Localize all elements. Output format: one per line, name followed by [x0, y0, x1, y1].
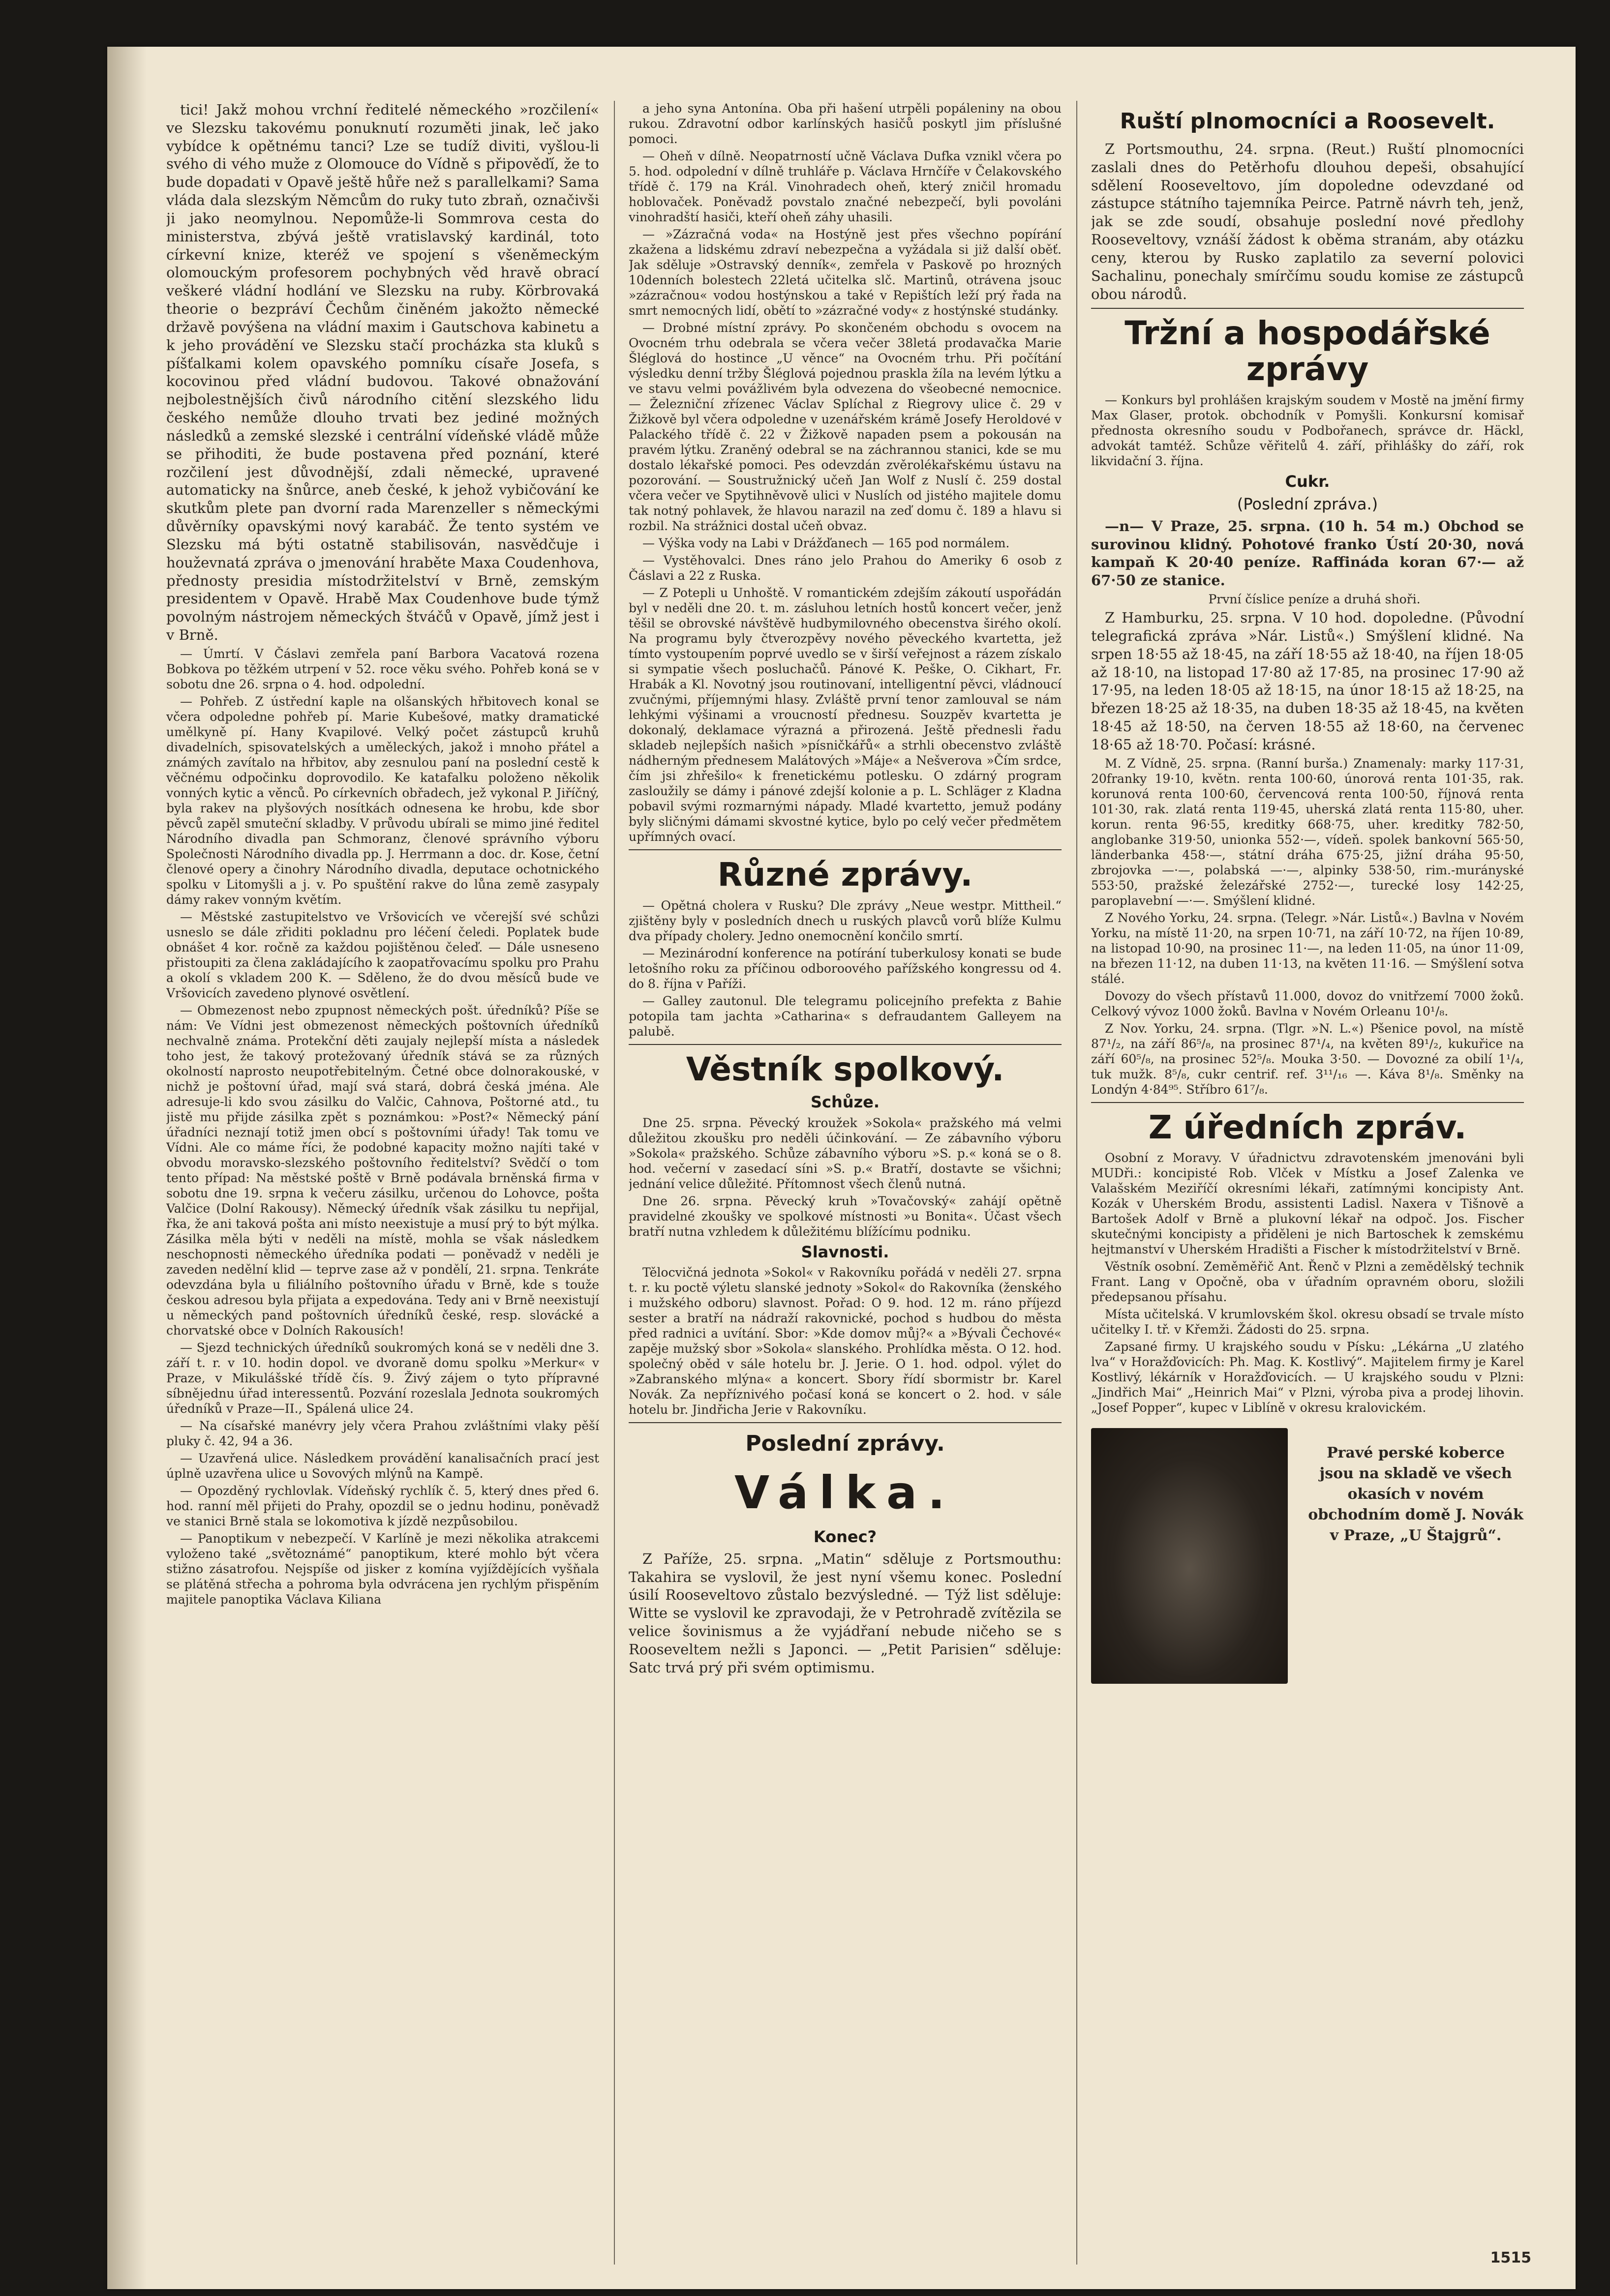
page-number: 1515: [1490, 2249, 1531, 2266]
section-heading-trzni: Tržní a hospodářské zprávy: [1124, 314, 1490, 388]
news-item: Dne 25. srpna. Pěvecký kroužek »Sokola« pražského má velmi důležitou zkoušku pro neděli účinkování. — Ze zábavního výboru »Sokola« pražského. Schůze zábavního výboru »S. p.« koná se o 8. hod. večerní v zasedací síni »S. p.« Bratří, dostavte se všichni; jednání velice důležité. Přítomnost všech členů nutná.: [629, 1115, 1062, 1191]
section-divider: [629, 1422, 1062, 1423]
subheading-cukr: Cukr.: [1285, 472, 1330, 491]
newspaper-page: [107, 47, 1576, 2289]
news-item-panoptikum: — Panoptikum v nebezpečí. V Karlíně je mezi několika atrakcemi vyloženo také „světoznámé“ panoptikum, které mohlo být včera stižno zásatrofou. Nejspíše od jisker z komína vyjíždějících vyšňala se plátěná střecha a pohroma byla odvrácena jen rychlým přispěním majitele panoptika Václava Kiliana: [166, 1531, 599, 1607]
section-heading-ruzne: Různé zprávy.: [717, 856, 973, 894]
news-item: — Oheň v dílně. Neopatrností učně Václava Dufka vznikl včera po 5. hod. odpolední v dílně truhláře p. Václava Hrnčíře v Čelakovského třídě č. 179 na Král. Vinohradech oheň, který zničil hromadu hoblovaček. Poněvadž povstalo značné nebezpečí, byli povoláni vinohradští hasiči, kteří oheň záhy uhasili.: [629, 149, 1062, 224]
column-rule: [614, 101, 615, 2265]
news-item: Osobní z Moravy. V úřadnictvu zdravotenském jmenováni byli MUDři.: koncipisté Rob. Vlček v Místku a Josef Zalenka ve Valašském Meziříčí okresními lékaři, zatímnými koncipisty Ant. Kozák v Uherském Brodu, assistenti Ladisl. Naxera v Tišnově a Bartošek Adolf v Brně a plukovní lékař na odpoč. Jos. Fischer skutečnými koncipisty a přiděleni je nich Bartoschek k zemskému hejtmanství v Uherském Hradišti a Fischer k místodržitelství v Brně.: [1091, 1151, 1524, 1257]
subheading-konec: Konec?: [813, 1527, 877, 1547]
heading-rusti: Ruští plnomocníci a Roosevelt.: [1120, 109, 1495, 134]
news-item-umrti: — Úmrtí. V Čáslavi zemřela paní Barbora Vacatová rozena Bobkova po těžkém utrpení v 52. roce věku svého. Pohřeb koná se v sobotu dne 26. srpna o 4. hod. odpolední.: [166, 646, 599, 691]
section-heading-posledni: Poslední zprávy.: [745, 1431, 945, 1457]
subheading-slavnosti: Slavnosti.: [801, 1242, 889, 1261]
news-item: — Konkurs byl prohlášen krajským soudem v Mostě na jmění firmy Max Glaser, protok. obchodník v Pomyšli. Konkursní komisař přednosta okresního soudu v Podbořanech, správce dr. Häckl, advokát tamtéž. Schůze věřitelů 4. září, přihlášky do září, rok likvidační 3. října.: [1091, 392, 1524, 468]
news-item: Tělocvičná jednota »Sokol« v Rakovníku pořádá v neděli 27. srpna t. r. ku poctě výletu slanské jednoty »Sokol« do Rakovníka (ženského i mužského odboru) slavnost. Pořad: O 9. hod. 12 m. ráno příjezd sester a bratří na nádraží rakovnické, pochod s hudbou do města před radnici a uvítání. Sbor: »Kde domov můj?« a »Bývali Čechové« zapěje mužský sbor »Sokola« slanského. Prohlídka města. O 12. hod. společný oběd v sále hotelu br. J. Jerie. O 1. hod. odpol. výlet do »Zabranského mlýna« a koncert. Sbory řídí sbormistr br. Karel Novák. Za nepříznivého počasí koná se koncert o 2. hod. v sále hotelu br. Jindřicha Jerie v Rakovníku.: [629, 1265, 1062, 1417]
market-note: První číslice peníze a druhá shoři.: [1208, 592, 1421, 607]
news-item: — Opětná cholera v Rusku? Dle zprávy „Neue westpr. Mittheil.“ zjištěny byly v posledních dnech u ruských plavců vorů blíže Kulmu dva případy cholery. Jedno onemocnění končilo smrtí.: [629, 898, 1062, 943]
heading-valka: Válka.: [734, 1466, 956, 1520]
advertisement: [1091, 1428, 1524, 1684]
market-report: —n— V Praze, 25. srpna. (10 h. 54 m.) Obchod se surovinou klidný. Pohotové franko Ústí 20·30, nová kampaň K 20·40 peníze. Raffináda koran 67·— až 67·50 ze stanice.: [1091, 517, 1524, 589]
news-item: a jeho syna Antonína. Oba při hašení utrpěli popáleniny na obou rukou. Zdravotní odbor karlínských hasičů poskytl jim příslušné pomoci.: [629, 101, 1062, 146]
section-divider: [629, 1044, 1062, 1045]
market-report: Z Nového Yorku, 24. srpna. (Telegr. »Nár. Listů«.) Bavlna v Novém Yorku, na místě 11·20, na srpen 10·71, na září 10·72, na říjen 10·89, na listopad 10·90, na prosinec 11·—, na leden 11·05, na únor 11·09, na březen 11·12, na duben 11·13, na květen 11·16. — Smýšlení sotva stálé.: [1091, 910, 1524, 986]
page-spine-shadow: [107, 47, 147, 2289]
news-item-sjezd: — Sjezd technických úředníků soukromých koná se v neděli dne 3. září t. r. v 10. hodin dopol. ve dvoraně domu spolku »Merkur« v Praze, v Mikulášské třídě čís. 9. Živý zájem o tyto přípravné síbnějednu úřad interessentů. Pozvání rozeslala Jednota soukromých úředníků v Praze—II., Spálená ulice 24.: [166, 1340, 599, 1416]
section-divider: [1091, 308, 1524, 309]
news-item-posta: — Obmezenost nebo zpupnost německých pošt. úředníků? Píše se nám: Ve Vídni jest obmezenost německých poštovních úředníků nechvalně známa. Protekční děti zaujaly nejlepší místa a následek toho jest, že takový protežovaný úředník stává se za různých okolností naprosto neupotřebitelným. Četné obce dolnorakouské, v nichž je poštovní úřad, mají svá stará, dobrá česká jména. Ale adresuje-li kdo svou zásilku do Valčic, Cahnova, Poštorné atd., tu jistě mu přijde zásilka zpět s poznámkou: »Post?« Německý pání úřadníci neznají totiž jmen obcí s poštovními úřady! Tak tomu ve Vídni. Ale co máme říci, že podobné kapacity možno najíti také v obvodu moravsko-slezského poštovního ředitelství? Svědčí o tom tento případ: Na městské poště v Brně podávala brněnská firma v sobotu dne 19. srpna k večeru zásilku, určenou do Lohovce, pošta Valčice (Dolní Rakousy). Německý úředník však zásilku tu nepřijal, řka, že ani taková pošta ani místo neexistuje a musí prý to být mýlka. Zásilka měla býti v neděli na místě, mohla se však následkem neschopnosti německého úředníka podati — poněvadž v neděli je zaveden nedělní klid — teprve zase až v pondělí, 21. srpna. Tenkráte odevzdána byla u filiálního poštovního úřadu v Brně, kde s touže českou adresou byla přijata a expedována. Tedy ani v Brně neexistují u německých pand poštovních úředníků české, resp. slovácké a chorvatské obce v Dolních Rakousích!: [166, 1003, 599, 1338]
news-item: — Z Potepli u Unhoště. V romantickém zdejším zákoutí uspořádán byl v neděli dne 20. t. m. zásluhou letních hostů koncert večer, jenž těšil se obrovské návštěvě hudbymilovného obecenstva širého okolí. Na programu byly čtverozpěvy nového pěveckého kvartetta, jež tímto vystoupením poprvé uvedlo se v širší veřejnost a rázem získalo si sympatie všech posluchačů. Pánové K. Peške, O. Cikhart, Fr. Hrabák a Kl. Novotný jsou routinovaní, intelligentní pěvci, vládnoucí zvučnými, příjemnými hlasy. Zvláště první tenor zamlouval se nám lehkými výšinami a vroucností přednesu. Souzpěv kvartetta je dokonalý, deklamace výrazná a přirozená. Ještě přednesli řadu skladeb nejlepších našich »písničkářů« a strhli obecenstvo zvláště nádherným přednesem Malátových »Máje« a Nešverova »Čím srdce, čím jsi zhřešilo« k frenetickému potlesku. O zdárný program zasloužily se dámy i pánové zdejší kolonie a p. L. Schläger z Kladna pobavil svými rozmarnými nápady. Mladé kvartetto, jemuž podány byly sličnými dámami skvostné kytice, bylo po celý večer předmětem upřímných ovací.: [629, 586, 1062, 844]
column-middle: [629, 101, 1062, 2265]
news-item: — Mezinárodní konference na potírání tuberkulosy konati se bude letošního roku za příčinou odboroového pařížského kongressu od 4. do 8. října v Paříži.: [629, 946, 1062, 991]
news-item: Dne 26. srpna. Pěvecký kruh »Tovačovský« zahájí opětně pravidelné zkoušky ve spolkové místnosti »u Bonita«. Účast všech bratří nutna vzhledem k důležitému blížícímu podniku.: [629, 1193, 1062, 1239]
news-item: Zapsané firmy. U krajského soudu v Písku: „Lékárna „U zlatého lva“ v Horažďovicích: Ph. Mag. K. Kostlivý“. Majitelem firmy je Karel Kostlivý, lékárník v Horažďovicích. — U krajského soudu v Plzni: „Jindřich Mai“ „Heinrich Mai“ v Plzni, výroba piva a prodej lihovin. „Josef Popper“, kupec v Liblíně v okresu kralovickém.: [1091, 1340, 1524, 1415]
advertisement-text: Pravé perské koberce jsou na skladě ve všech okasích v novém obchodním domě J. Novák v Praze, „U Štajgrů“.: [1308, 1444, 1523, 1545]
subheading-cukr-note: (Poslední zpráva.): [1237, 495, 1378, 514]
news-item-rychlik: — Opozděný rychlovlak. Vídeňský rychlík č. 5, který dnes před 6. hod. ranní měl přijeti do Prahy, opozdil se o jednu hodinu, poněvadž ve stanici Brně stala se lokomotiva k jízdě nezpůsobilou.: [166, 1483, 599, 1528]
news-item: — »Zázračná voda« na Hostýně jest přes všechno popírání zkažena a lidskému zdraví nebezpečna a vyžádala si již další oběť. Jak sděluje »Ostravský denník«, zemřela v Paskově po hrozných 10denních bolestech 22letá učitelka slč. Martinů, otrávena jsouc »zázračnou« vodou hostýnskou a také v Repištích leží prý řada na smrt nemocných lidí, obětí to »zázračné vody« z hostýnské studánky.: [629, 227, 1062, 318]
news-item-vrsovice: — Městské zastupitelstvo ve Vršovicích ve včerejší své schůzi usneslo se dále zřiditi pokladnu pro léčení čeledi. Poplatek bude obnášet 4 kor. ročně za každou pojištěnou čeleď. — Dále usneseno přistoupiti za člena zakládajícího k zaopatřovacímu spolku pro Prahu a okolí s vkladem 200 K. — Sděleno, že do dvou měsíců bude ve Vršovicích zavedeno plynové osvětlení.: [166, 909, 599, 1000]
section-heading-uradni: Z úředních zpráv.: [1148, 1108, 1467, 1146]
news-item: Místa učitelská. V krumlovském škol. okresu obsadí se trvale místo učitelky I. tř. v Křemži. Žádosti do 25. srpna.: [1091, 1307, 1524, 1337]
news-item: — Drobné místní zprávy. Po skončeném obchodu s ovocem na Ovocném trhu odebrala se včera večer 38letá prodavačka Marie Šléglová do hostince „U věnce“ na Ovocném trhu. Při počítání výsledku denní tržby Šléglová pojednou praskla žíla na levém lýtku a ve stavu velmi povážlivém byla odvezena do všeobecné nemocnice. — Železniční zřízenec Václav Splíchal z Riegrovy ulice č. 29 v Žižkově byl včera odpoledne v uzenářském krámě Josefy Heroldové v Palackého třídě č. 22 v Žižkově napaden psem a pokousán na pravém lýtku. Zraněný odebral se na záchrannou stanici, kde se mu dostalo lékařské pomoci. Pes odevzdán zvěrolékařskému ústavu na pozorování. — Soustružnický učeň Jan Wolf z Nuslí č. 259 dostal včera večer ve Spytihněvově ulici v Nuslích od jistého majitele domu tak notný pohlavek, že hlavou narazil na zeď domu č. 189 a hlavu si rozbil. Na strážnici dostal učeň obvaz.: [629, 321, 1062, 533]
news-item-pohreb: — Pohřeb. Z ústřední kaple na olšanských hřbitovech konal se včera odpoledne pohřeb pí. Marie Kubešové, matky dramatické umělkyně pí. Hany Kvapilové. Velký počet zástupců kruhů divadelních, spisovatelských a uměleckých, jakož i mnoho přátel a známých zavítalo na hřbitov, aby zesnulou paní na poslední cestě k věčnému odpočinku doprovodilo. Ke katafalku položeno několik vonných kytic a věnců. Po církevních obřadech, jež vykonal P. Jiříčný, byla rakev na plyšových nosítkách odnesena ke hrobu, kde sbor pěvců zapěl smuteční skladby. V průvodu ubírali se mimo jiné ředitel Národního divadla pan Schmoranz, členové správního výboru Společnosti Národního divadla pp. J. Herrmann a doc. dr. Kose, četní členové opery a činohry Národního divadla, deputace ochotnického spolku v Litomyšli a j. v. Po spuštění rakve do lůna země zasypaly dámy rakev vonným květím.: [166, 694, 599, 907]
market-report: Dovozy do všech přístavů 11.000, dovoz do vnitřzemí 7000 žoků. Celkový vývoz 1000 žoků. Bavlna v Novém Orleanu 10¹/₈.: [1091, 988, 1524, 1018]
news-item-manevry: — Na císařské manévry jely včera Prahou zvláštními vlaky pěší pluky č. 42, 94 a 36.: [166, 1418, 599, 1448]
news-item: — Vystěhovalci. Dnes ráno jelo Prahou do Ameriky 6 osob z Čáslavi a 22 z Ruska.: [629, 553, 1062, 583]
news-item: Věstník osobní. Zeměměřič Ant. Řenč v Plzni a zemědělský technik Frant. Lang v Opočně, oba v úřadním opravném oboru, složili předepsanou přísahu.: [1091, 1259, 1524, 1305]
news-item: — Galley zautonul. Dle telegramu policejního prefekta z Bahie potopila tam jachta »Catharina« s defraudantem Galleyem na palubě.: [629, 993, 1062, 1039]
column-left: [166, 101, 599, 2265]
column-rule: [1076, 101, 1077, 2265]
news-item: Z Portsmouthu, 24. srpna. (Reut.) Ruští plnomocníci zaslali dnes do Petěrhofu dlouhou depeši, obsahující sdělení Rooseveltovo, jím dopoledne odevzdané od zástupce státního tajemníka Peirce. Patrně návrh teh, jenž, jak se zde soudí, obsahuje poslední nové předlohy Rooseveltovy, vznáší žádost k oběma stranám, aby otázku ceny, kterou by Rusko zaplatilo za severní polovici Sachalinu, ponechaly smírčímu soudu komise ze zástupců obou národů.: [1091, 140, 1524, 302]
news-item: Z Paříže, 25. srpna. „Matin“ sděluje z Portsmouthu: Takahira se vyslovil, že jest nyní všemu konec. Poslední úsilí Rooseveltovo zůstalo bezvýsledné. — Týž list sděluje: Witte se vyslovil ke zpravodaji, že v Petrohradě zvítězila se velice šovinismus a že vyjádřaní nebude ničeho se s Rooseveltem nežli s Japonci. — „Petit Parisien“ sděluje: Satc trvá prý při svém optimismu.: [629, 1550, 1062, 1676]
market-report: Z Nov. Yorku, 24. srpna. (Tlgr. »N. L.«) Pšenice povol, na místě 87¹/₂, na září 86⁵/₈, na prosinec 87¹/₄, na květen 89¹/₂, kukuřice na září 60⁵/₈, na prosinec 52⁵/₈. Mouka 3·50. — Dovozné za obilí 1¹/₄, tuk mužk. 8⁵/₈, cukr centrif. ref. 3¹¹/₁₆ —. Káva 8¹/₈. Směnky na Londýn 4·84⁹⁵. Stříbro 61⁷/₈.: [1091, 1021, 1524, 1097]
section-divider: [629, 849, 1062, 850]
section-heading-vestnik: Věstník spolkový.: [686, 1050, 1004, 1088]
news-item-ulice: — Uzavřená ulice. Následkem provádění kanalisačních prací jest úplně uzavřena ulice u Sovových mlýnů na Kampě.: [166, 1451, 599, 1481]
article-text: tici! Jakž mohou vrchní ředitelé německého »rozčilení« ve Slezsku takovému ponuknutí rozuměti jinak, leč jako vybídce k opětnému tanci? Lze se tudíž diviti, vyšlou-li svého di vého muže z Olomouce do Vídně s připověďí, že to bude dopadati v Opavě ještě hůře než s parallelkami? Sama vláda dala slezským Němcům do ruky tuto zbraň, označivši ji jako neomylnou. Nepomůže-li Sommrova cesta do ministerstva, zbývá ještě vratislavský kardinál, toto církevní knize, kteréž ve spojení s všeněmeckým olomouckým profesorem pochybných věd hravě obrací veškeré vládní hodlání ve Slezsku na ruby. Körbrovaká theorie o bezpráví Čechům činěném jakožto německé državě povýšena na vládní maxim i Gautschova kabinetu a k jeho provádění ve Slezsku stačí procházka sta kluků s píšťalkami kolem opavského pomníku císaře Josefa, s kocovinou před vládní budovou. Takové obnažování nejbolestnějších čivů národního citění slezského lidu českého nemůže dlouho trvati bez jediné možných následků a zemské slezské i centrální vídeňské vládě může se přihoditi, že bude postavena před poznání, které rozčilení jest důvodnější, zdali německé, upravené automaticky na šnůrce, aneb české, k jehož vybičování ke skutkům plete pan dvorní rada Marenzeller s německými důvěrníky opavskými nový karabáč. Že tento systém ve Slezsku má býti ostatně stabilisován, nasvědčuje i houževnatá zpráva o jmenování hraběte Maxa Coudenhova, přednosty presidia místodržitelství v Brně, zemským presidentem v Opavě. Hrabě Max Coudenhove bude týmž povolným nástrojem německých štváčů v Opavě, jímž jest i v Brně.: [166, 101, 599, 644]
subheading-schuze: Schůze.: [810, 1093, 880, 1112]
news-item: — Výška vody na Labi v Drážďanech — 165 pod normálem.: [642, 536, 1010, 550]
section-divider: [1091, 1102, 1524, 1103]
market-report: Z Hamburku, 25. srpna. V 10 hod. dopoledne. (Původní telegrafická zpráva »Nár. Listů«.) Smýšlení klidné. Na srpen 18·55 až 18·45, na září 18·55 až 18·40, na říjen 18·05 až 18·10, na listopad 17·80 až 17·85, na prosinec 17·90 až 17·95, na leden 18·05 až 18·15, na únor 18·15 až 18·25, na březen 18·25 až 18·35, na duben 18·35 až 18·45, na květen 18·45 až 18·50, na červen 18·55 až 18·60, na červenec 18·65 až 18·70. Počasí: krásné.: [1091, 609, 1524, 753]
column-right: [1091, 101, 1524, 2265]
market-report: M. Z Vídně, 25. srpna. (Ranní burša.) Znamenaly: marky 117·31, 20franky 19·10, květn. renta 100·60, únorová renta 101·35, rak. korunová renta 100·60, červencová renta 100·50, říjnová renta 101·30, rak. zlatá renta 119·45, uherská zlatá renta 115·80, uher. korun. renta 96·55, kreditky 668·75, uher. kreditky 782·50, anglobanke 319·50, unionka 552·—, vídeň. spolek bankovní 565·50, länderbanka 458·—, státní dráha 675·25, jižní dráha 95·50, zbrojovka —·—, polabská —·—, alpinky 538·50, rim.-murányské 553·50, pražské železářské 2752·—, turecké losy 142·25, paroplavební —·—. Smýšlení klidné.: [1091, 756, 1524, 908]
carpet-illustration: [1091, 1428, 1288, 1684]
